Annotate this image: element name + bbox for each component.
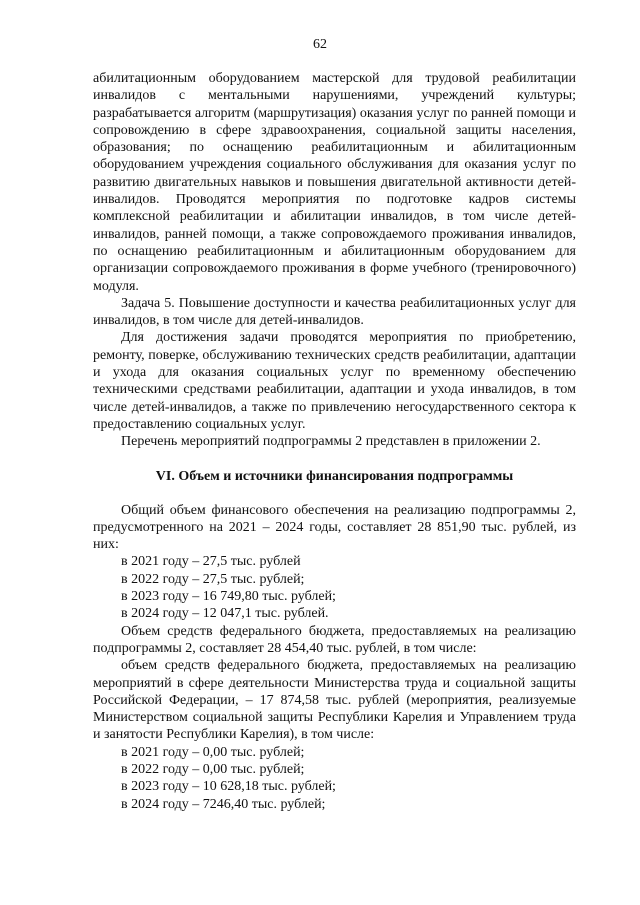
paragraph-ablitation: абилитационным оборудованием мастерской для трудовой реабилитации инвалидов с ментальными нарушениями, учреждений культуры; разрабатывается алгоритм (маршрутизация) оказания услуг по ранней помощи и сопровождению в сфере здравоохранения, социальной защиты населения, образования; по оснащению реабилитационным и абилитационным оборудованием учреждения социального обслуживания для оказания услуг по развитию двигательных навыков и повышения двигательной активности детей-инвалидов. Проводятся мероприятия по подготовке кадров системы комплексной реабилитации и абилитации инвалидов, в том числе детей-инвалидов, ранней помощи, а также сопровождаемого проживания инвалидов, по оснащению реабилитационным и абилитационным оборудованием для организации сопровождаемого проживания в форме учебного (тренировочного) модуля. bbox=[93, 71, 576, 294]
paragraph-total-funding: Общий объем финансового обеспечения на реализацию подпрограммы 2, предусмотренного на 2021 – 2024 годы, составляет 28 851,90 тыс. рублей, из них: bbox=[93, 502, 576, 553]
section-heading: VI. Объем и источники финансирования подпрограммы bbox=[155, 468, 514, 484]
document-body bbox=[93, 70, 576, 813]
paragraph-federal-funding: Объем средств федерального бюджета, предоставляемых на реализацию подпрограммы 2, составляет 28 454,40 тыс. рублей, в том числе: bbox=[93, 623, 576, 656]
list-item: в 2024 году – 7246,40 тыс. рублей; bbox=[121, 796, 326, 812]
spacer bbox=[93, 485, 576, 502]
list-item: в 2022 году – 27,5 тыс. рублей; bbox=[121, 571, 305, 587]
total-funding-by-year bbox=[93, 553, 576, 622]
paragraph-task-5: Задача 5. Повышение доступности и качества реабилитационных услуг для инвалидов, в том числе для детей-инвалидов. bbox=[93, 295, 576, 329]
spacer bbox=[93, 451, 576, 468]
paragraph-measures-list: Перечень мероприятий подпрограммы 2 представлен в приложении 2. bbox=[121, 434, 541, 450]
list-item: в 2021 году – 0,00 тыс. рублей; bbox=[121, 744, 305, 760]
list-item: в 2021 году – 27,5 тыс. рублей bbox=[121, 554, 301, 570]
paragraph-task-measures: Для достижения задачи проводятся мероприятия по приобретению, ремонту, поверке, обслуживанию технических средств реабилитации, адаптации и ухода для оказания социальных услуг по временному обеспечению техническими средствами реабилитации, адаптации и ухода инвалидов, в том числе детей-инвалидов, а также по привлечению негосударственного сектора к предоставлению социальных услуг. bbox=[93, 330, 576, 432]
list-item: в 2024 году – 12 047,1 тыс. рублей. bbox=[121, 606, 329, 622]
page-number: 62 bbox=[313, 37, 327, 52]
list-item: в 2023 году – 16 749,80 тыс. рублей; bbox=[121, 589, 336, 605]
paragraph-federal-ministry: объем средств федерального бюджета, предоставляемых на реализацию мероприятий в сфере деятельности Министерства труда и социальной защиты Российской Федерации, – 17 874,58 тыс. рублей (мероприятия, реализуемые Министерством социальной защиты Республики Карелия и Управлением труда и занятости Республики Карелия), в том числе: bbox=[93, 658, 576, 743]
list-item: в 2022 году – 0,00 тыс. рублей; bbox=[121, 761, 305, 777]
list-item: в 2023 году – 10 628,18 тыс. рублей; bbox=[121, 779, 336, 795]
federal-funding-by-year bbox=[93, 744, 576, 813]
